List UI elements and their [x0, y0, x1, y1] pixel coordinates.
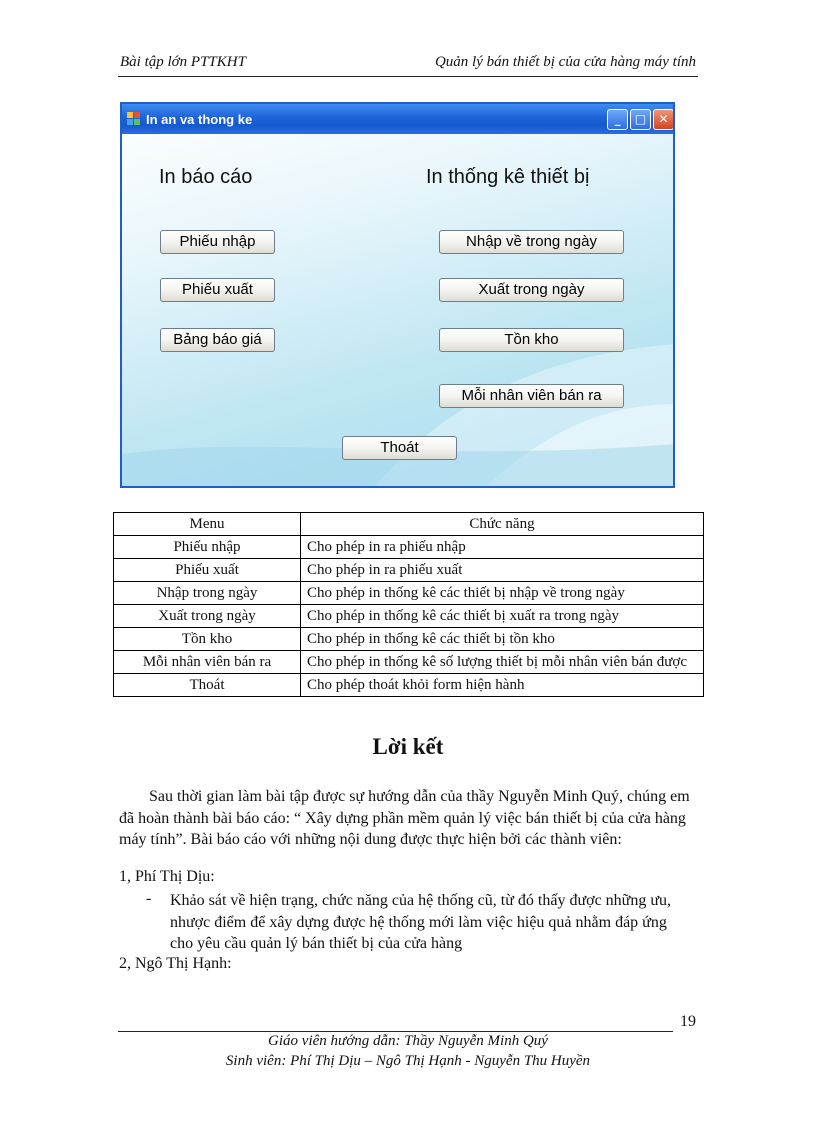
- member-1-label: 1, Phí Thị Dịu:: [119, 868, 215, 885]
- title-bar[interactable]: [122, 104, 673, 134]
- table-row: [114, 582, 704, 605]
- table-row: [114, 559, 704, 582]
- menu-cell: Mỗi nhân viên bán ra: [114, 651, 301, 674]
- column-header-function: Chức năng: [301, 513, 704, 536]
- menu-cell: Nhập trong ngày: [114, 582, 301, 605]
- app-window-icon: [127, 112, 140, 125]
- heading-print-statistics: In thống kê thiết bị: [426, 166, 590, 188]
- column-header-menu: Menu: [114, 513, 301, 536]
- table-row: [114, 536, 704, 559]
- table-row: [114, 674, 704, 697]
- header-rule: [118, 76, 698, 77]
- function-cell: Cho phép thoát khỏi form hiện hành: [301, 674, 704, 697]
- menu-cell: Tồn kho: [114, 628, 301, 651]
- table-row: [114, 651, 704, 674]
- export-slip-button[interactable]: Phiếu xuất: [160, 278, 275, 302]
- member-1-task: Khảo sát về hiện trạng, chức năng của hệ thống cũ, từ đó thấy được những ưu, nhược điểm để xây dựng được hệ thống mới làm việc hiệu quả nhằm đáp ứng cho yêu cầu quản lý bán thiết bị của cửa hàng: [170, 892, 672, 952]
- table-row: [114, 628, 704, 651]
- section-title: Lời kết: [372, 734, 444, 759]
- maximize-button[interactable]: □: [630, 109, 651, 130]
- print-statistics-window: [120, 102, 675, 488]
- imported-today-button[interactable]: Nhập về trong ngày: [439, 230, 624, 254]
- header-left: Bài tập lớn PTTKHT: [120, 54, 246, 70]
- menu-function-table: [113, 512, 704, 697]
- inventory-button[interactable]: Tồn kho: [439, 328, 624, 352]
- menu-cell: Phiếu nhập: [114, 536, 301, 559]
- header-right: Quản lý bán thiết bị của cửa hàng máy tính: [434, 54, 696, 70]
- function-cell: Cho phép in ra phiếu xuất: [301, 559, 704, 582]
- bullet-dash: -: [146, 890, 152, 907]
- member-2-label: 2, Ngô Thị Hạnh:: [119, 955, 232, 972]
- function-cell: Cho phép in thống kê các thiết bị tồn kho: [301, 628, 704, 651]
- sales-per-employee-button[interactable]: Mỗi nhân viên bán ra: [439, 384, 624, 408]
- function-cell: Cho phép in ra phiếu nhập: [301, 536, 704, 559]
- function-cell: Cho phép in thống kê các thiết bị nhập về trong ngày: [301, 582, 704, 605]
- footer-rule: [118, 1031, 673, 1032]
- exit-button[interactable]: Thoát: [342, 436, 457, 460]
- footer-instructor: Giáo viên hướng dẫn: Thầy Nguyễn Minh Quý: [268, 1033, 548, 1049]
- function-cell: Cho phép in thống kê số lượng thiết bị mỗi nhân viên bán được: [301, 651, 704, 674]
- close-button[interactable]: ✕: [653, 109, 674, 130]
- page-number: 19: [680, 1013, 696, 1030]
- conclusion-paragraph: Sau thời gian làm bài tập được sự hướng dẫn của thầy Nguyễn Minh Quý, chúng em đã hoàn thành bài báo cáo: “ Xây dựng phần mềm quản lý việc bán thiết bị của cửa hàng máy tính”. Bài báo cáo với những nội dung được thực hiện bởi các thành viên:: [119, 788, 690, 848]
- table-row: [114, 605, 704, 628]
- minimize-button[interactable]: _: [607, 109, 628, 130]
- menu-cell: Phiếu xuất: [114, 559, 301, 582]
- footer-students: Sinh viên: Phí Thị Dịu – Ngô Thị Hạnh - Nguyễn Thu Huyền: [225, 1053, 591, 1069]
- menu-cell: Thoát: [114, 674, 301, 697]
- function-cell: Cho phép in thống kê các thiết bị xuất ra trong ngày: [301, 605, 704, 628]
- window-title: In an va thong ke: [146, 112, 253, 127]
- table-header-row: [114, 513, 704, 536]
- import-slip-button[interactable]: Phiếu nhập: [160, 230, 275, 254]
- price-list-button[interactable]: Bảng báo giá: [160, 328, 275, 352]
- heading-print-reports: In báo cáo: [159, 166, 253, 188]
- exported-today-button[interactable]: Xuất trong ngày: [439, 278, 624, 302]
- menu-cell: Xuất trong ngày: [114, 605, 301, 628]
